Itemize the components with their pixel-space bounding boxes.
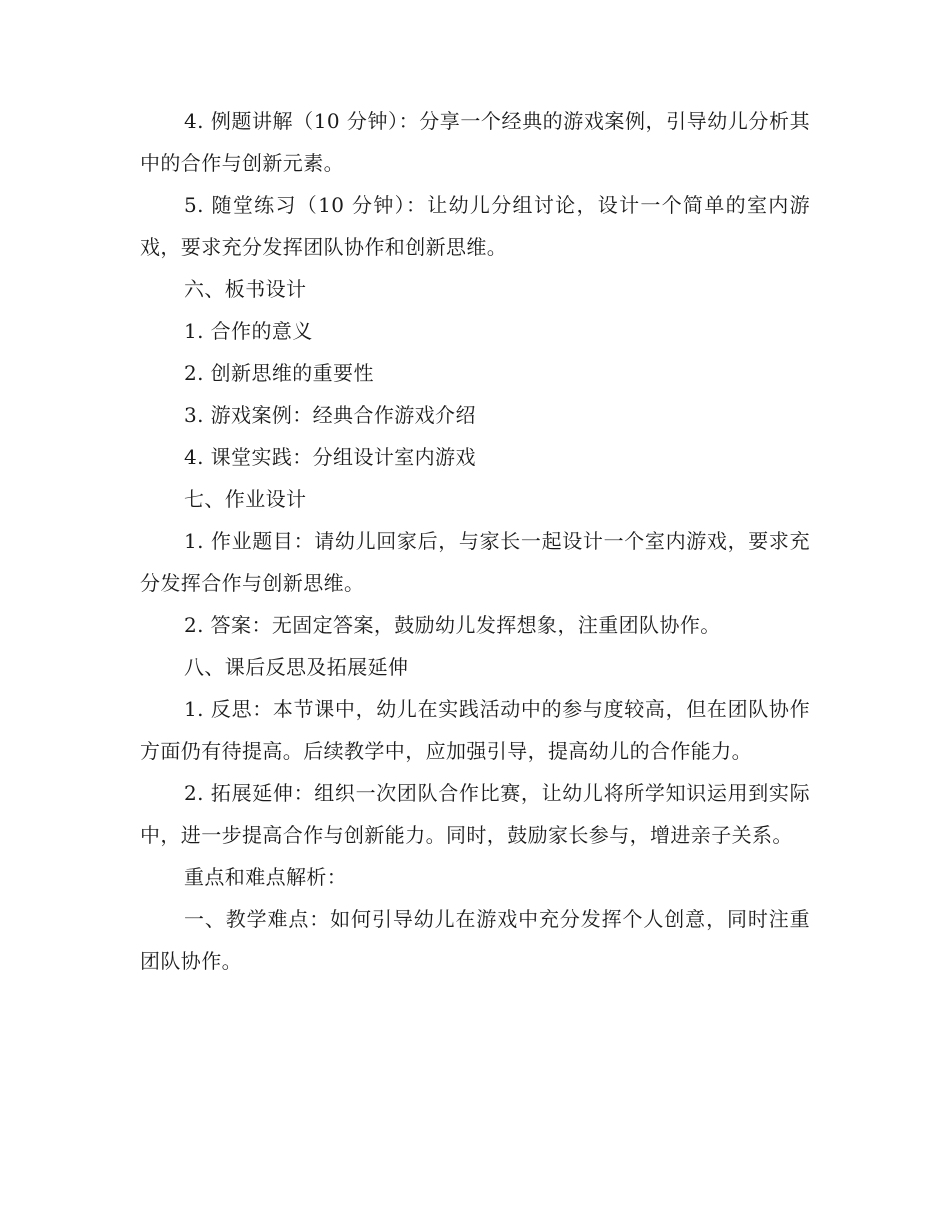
paragraph-in-class-practice: 5. 随堂练习（10 分钟）：让幼儿分组讨论，设计一个简单的室内游戏，要求充分发挥团队协作和创新思维。	[140, 193, 810, 259]
section-heading-homework: 七、作业设计	[184, 487, 307, 511]
list-item-reflection-2: 2. 拓展延伸：组织一次团队合作比赛，让幼儿将所学知识运用到实际中，进一步提高合作与创新能力。同时，鼓励家长参与，增进亲子关系。	[140, 781, 810, 847]
section-heading-board-design: 六、板书设计	[184, 277, 307, 301]
paragraph-example-explanation: 4. 例题讲解（10 分钟）：分享一个经典的游戏案例，引导幼儿分析其中的合作与创新元素。	[140, 109, 810, 175]
list-item-board-3: 3. 游戏案例：经典合作游戏介绍	[184, 403, 476, 427]
list-item-reflection-1: 1. 反思：本节课中，幼儿在实践活动中的参与度较高，但在团队协作方面仍有待提高。后续教学中，应加强引导，提高幼儿的合作能力。	[140, 697, 810, 763]
list-item-homework-1: 1. 作业题目：请幼儿回家后，与家长一起设计一个室内游戏，要求充分发挥合作与创新思维。	[140, 529, 810, 595]
paragraph-teaching-difficulty: 一、教学难点：如何引导幼儿在游戏中充分发挥个人创意，同时注重团队协作。	[140, 907, 810, 973]
document-page	[140, 100, 810, 982]
list-item-board-1: 1. 合作的意义	[184, 319, 313, 343]
list-item-board-4: 4. 课堂实践：分组设计室内游戏	[184, 445, 476, 469]
list-item-board-2: 2. 创新思维的重要性	[184, 361, 374, 385]
section-heading-reflection: 八、课后反思及拓展延伸	[184, 655, 409, 679]
list-item-homework-2: 2. 答案：无固定答案，鼓励幼儿发挥想象，注重团队协作。	[184, 613, 721, 637]
section-heading-key-points: 重点和难点解析：	[184, 865, 348, 889]
